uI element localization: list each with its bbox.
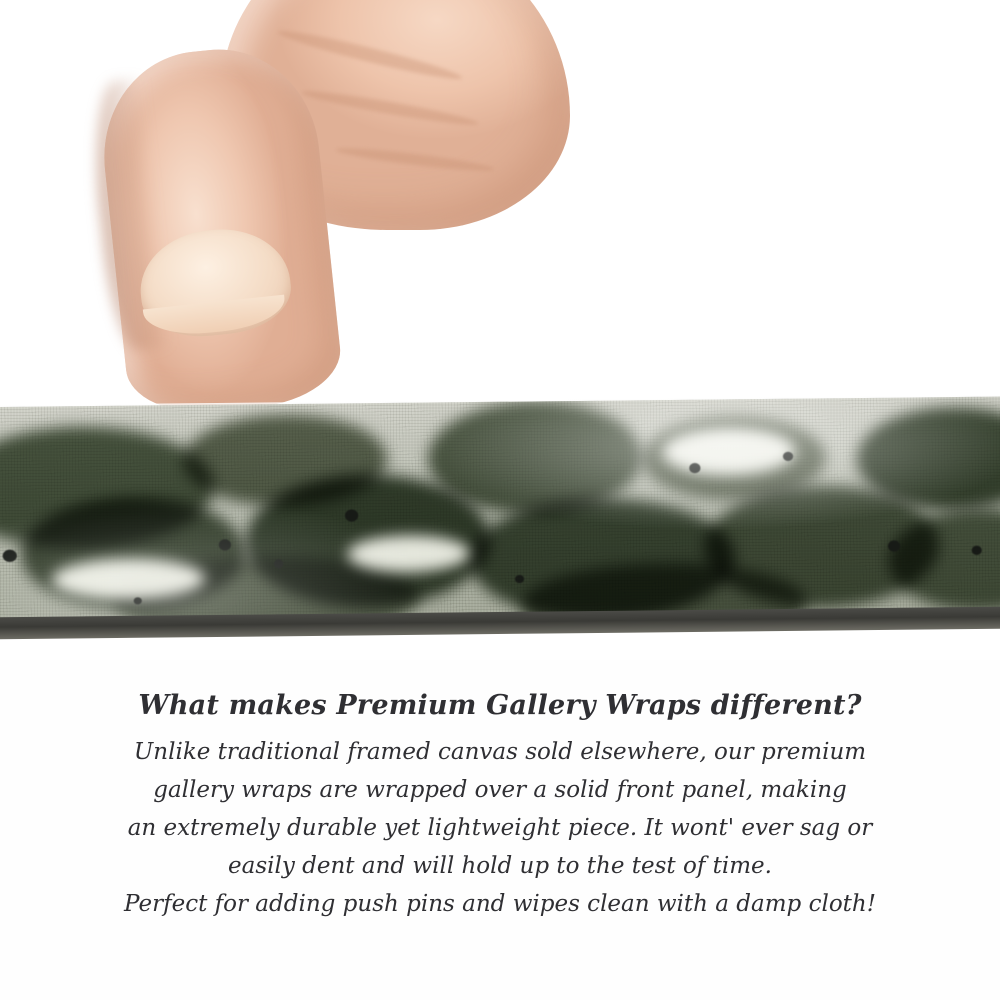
caption-line: gallery wraps are wrapped over a solid front panel, making xyxy=(153,777,847,803)
hand-pressing-canvas xyxy=(100,0,570,430)
paint-speck xyxy=(689,463,700,473)
caption-heading: What makes Premium Gallery Wraps different? xyxy=(138,690,862,721)
caption-line: an extremely durable yet lightweight piece. It wont' ever sag or xyxy=(127,815,873,841)
paint-speck xyxy=(134,597,142,604)
caption-body xyxy=(0,733,1000,923)
paint-speck xyxy=(219,539,231,550)
paint-speck xyxy=(972,546,982,555)
paint-speck xyxy=(888,540,900,551)
paint-speck xyxy=(515,575,524,583)
paint-speck xyxy=(3,550,17,562)
caption-line: Perfect for adding push pins and wipes clean with a damp cloth! xyxy=(124,891,876,917)
caption-block xyxy=(0,690,1000,923)
caption-line: easily dent and will hold up to the test of time. xyxy=(228,853,772,879)
paint-speck xyxy=(345,509,358,521)
paint-speck xyxy=(274,559,283,568)
caption-line: Unlike traditional framed canvas sold elsewhere, our premium xyxy=(133,739,867,765)
canvas-wrap-edge xyxy=(0,396,1000,633)
paint-speck xyxy=(783,452,793,461)
